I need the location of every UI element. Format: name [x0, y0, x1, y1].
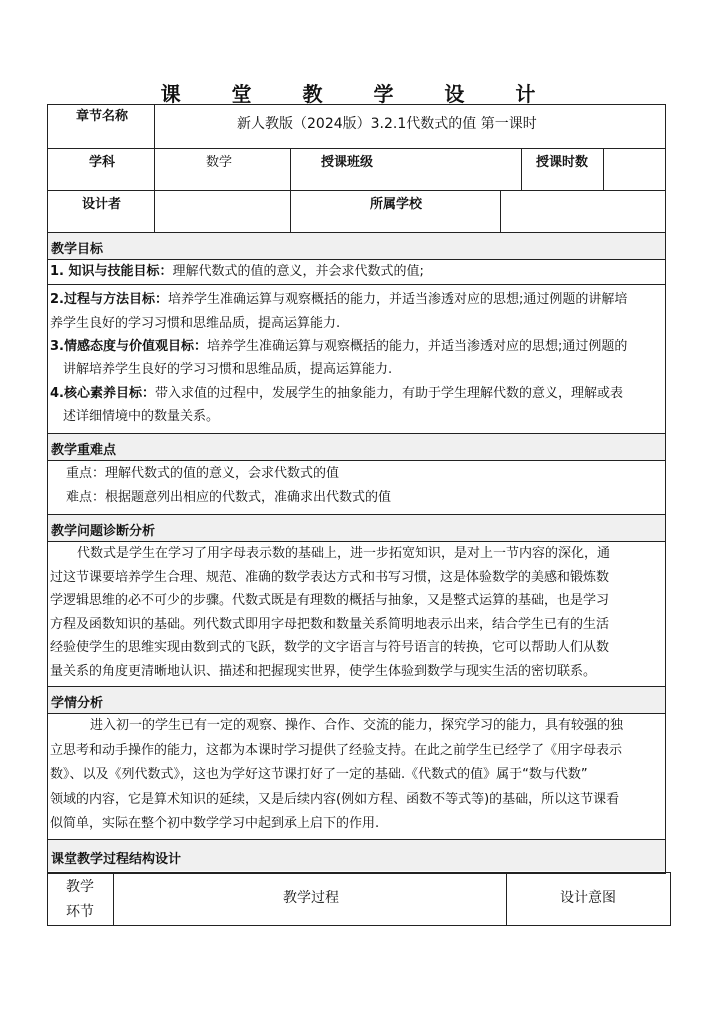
goal-3-label: 3.情感态度与价值观目标：	[50, 339, 207, 354]
process-col-process: 教学过程	[283, 890, 339, 906]
section-diagnosis	[48, 515, 665, 541]
grid-line	[113, 872, 114, 926]
subject-value: 数学	[206, 155, 233, 170]
learning-text	[50, 714, 623, 837]
important-point: 重点：理解代数式的值的意义，会求代数式的值	[66, 466, 340, 481]
hours-label: 授课时数	[536, 155, 589, 170]
goal-1-label: 1. 知识与技能目标：	[50, 264, 173, 279]
diagnosis-line: 方程及函数知识的基础。列代数式即用字母把数和数量关系简明地表示出来，结合学生已有的生活	[50, 616, 610, 632]
grid-line	[154, 104, 155, 232]
goal-2-line-2: 养学生良好的学习习惯和思维品质，提高运算能力.	[50, 316, 341, 331]
learning-line: 似简单，实际在整个初中数学学习中起到承上启下的作用.	[50, 816, 380, 831]
goal-4-text-1: 带入求值的过程中，发展学生的抽象能力，有助于学生理解代数的意义，理解或表	[154, 386, 623, 401]
learning-line: 数》、以及《列代数式》，这也为学好这节课打好了一定的基础.《代数式的值》属于“数与代数”	[50, 767, 588, 782]
goal-2-text-1: 培养学生准确运算与观察概括的能力，并适当渗透对应的思想;通过例题的讲解培	[167, 292, 628, 307]
section-goals	[48, 233, 665, 259]
diagnosis-text	[50, 542, 610, 683]
goal-4-label: 4.核心素养目标：	[50, 386, 155, 401]
grid-line	[500, 190, 501, 232]
grid-line	[506, 872, 507, 926]
grid-line	[47, 259, 666, 260]
goal-4-line-1	[50, 386, 623, 402]
goal-2-line-1	[50, 292, 627, 308]
section-heading: 教学目标	[51, 242, 104, 257]
difficult-point: 难点：根据题意列出相应的代数式，准确求出代数式的值	[66, 490, 392, 505]
process-col-intent: 设计意图	[560, 890, 616, 906]
grid-line	[47, 284, 666, 285]
goal-3-line-2: 讲解培养学生良好的学习习惯和思维品质，提高运算能力.	[63, 362, 393, 377]
section-process	[48, 840, 665, 871]
section-heading: 教学重难点	[51, 443, 117, 458]
section-heading: 教学问题诊断分析	[51, 524, 156, 539]
section-heading: 学情分析	[51, 696, 104, 711]
chapter-label: 章节名称	[76, 109, 129, 124]
process-col-stage-2: 环节	[66, 904, 94, 920]
goal-3-text-1: 培养学生准确运算与观察概括的能力，并适当渗透对应的思想;通过例题的	[206, 339, 628, 354]
diagnosis-line: 代数式是学生在学习了用字母表示数的基础上，进一步拓宽知识，是对上一节内容的深化，通	[77, 546, 611, 561]
class-label: 授课班级	[321, 155, 374, 170]
goal-1-text: 理解代数式的值的意义，并会求代数式的值;	[172, 264, 424, 279]
grid-line	[47, 148, 666, 149]
section-heading: 课堂教学过程结构设计	[51, 852, 182, 867]
section-key-points	[48, 434, 665, 460]
designer-label: 设计者	[82, 197, 122, 212]
process-col-stage-1: 教学	[66, 879, 94, 895]
section-learning	[48, 687, 665, 713]
learning-line: 立思考和动手操作的能力，这都为本课时学习提供了经验支持。在此之前学生已经学了《用字母表示	[50, 742, 623, 758]
grid-line	[521, 148, 522, 190]
grid-line	[47, 460, 666, 461]
diagnosis-line: 经验使学生的思维实现由数到式的飞跃，数学的文字语言与符号语言的转换，它可以帮助人们从数	[50, 640, 610, 655]
grid-line	[603, 148, 604, 190]
school-label: 所属学校	[370, 197, 423, 212]
diagnosis-line: 学逻辑思维的必不可少的步骤。代数式既是有理数的概括与抽象，又是整式运算的基础，也是学习	[50, 593, 610, 608]
page-title: 课 堂 教 学 设 计	[160, 82, 558, 106]
learning-line: 领域的内容，它是算术知识的延续，又是后续内容(例如方程、函数不等式等)的基础，所以这节课看	[50, 791, 620, 807]
diagnosis-line: 过这节课要培养学生合理、规范、准确的数学表达方式和书写习惯，这是体验数学的美感和锻炼数	[50, 569, 610, 585]
goal-1	[50, 264, 424, 280]
diagnosis-line: 量关系的角度更清晰地认识、描述和把握现实世界，使学生体验到数学与现实生活的密切联系。	[50, 663, 597, 679]
goal-4-line-2: 述详细情境中的数量关系。	[63, 409, 220, 424]
learning-line: 进入初一的学生已有一定的观察、操作、合作、交流的能力，探究学习的能力，具有较强的独	[90, 718, 624, 733]
goal-3-line-1	[50, 339, 627, 355]
chapter-value: 新人教版（2024版）3.2.1代数式的值 第一课时	[237, 116, 537, 132]
goal-2-label: 2.过程与方法目标：	[50, 292, 168, 307]
grid-line	[47, 190, 666, 191]
subject-label: 学科	[89, 155, 116, 170]
